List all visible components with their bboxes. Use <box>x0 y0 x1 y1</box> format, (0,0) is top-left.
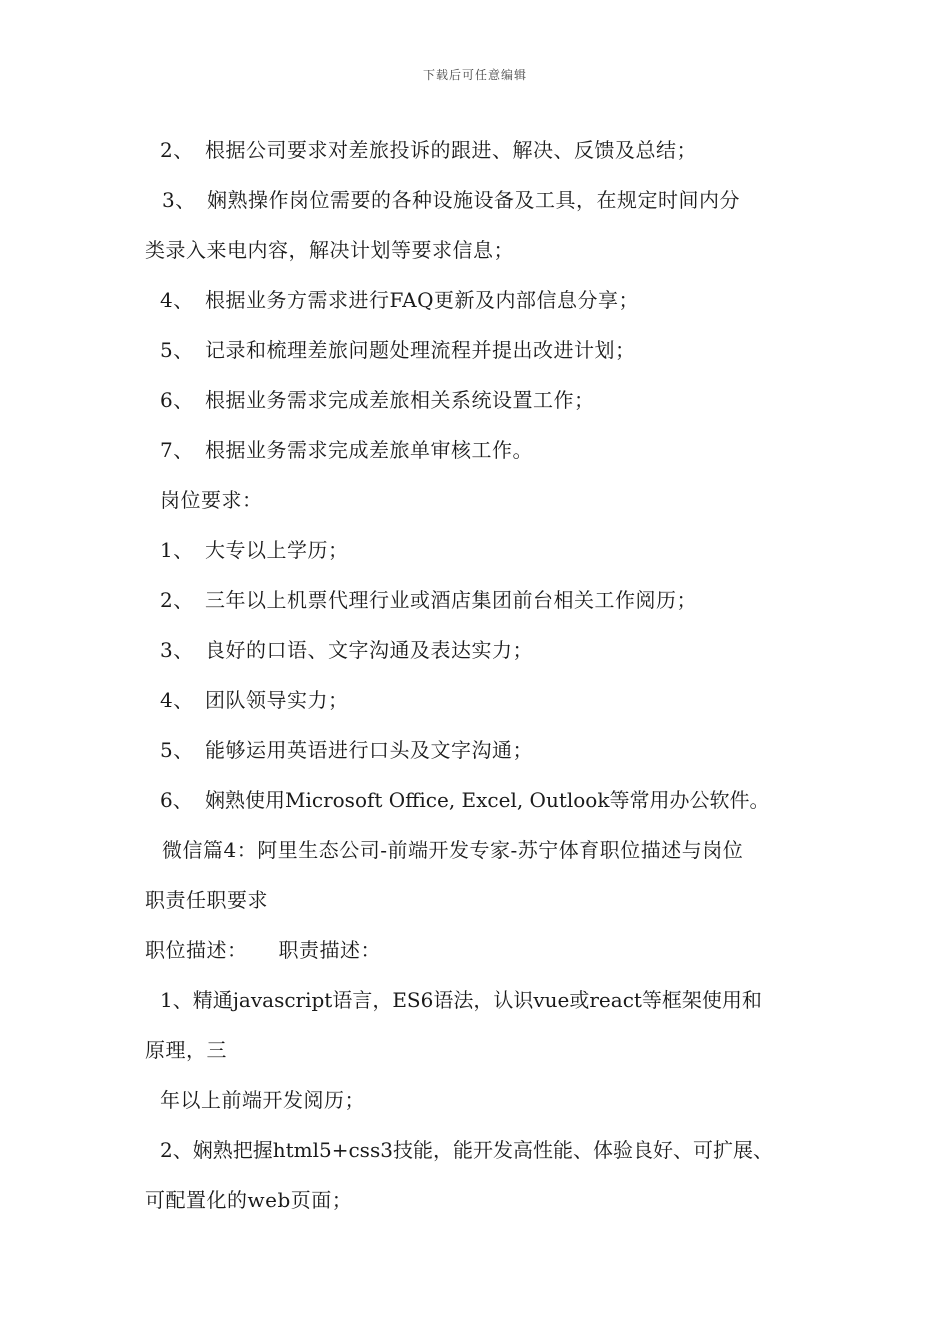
item-number: 1、 <box>160 538 194 562</box>
paragraph-line <box>145 237 514 263</box>
item-text: 娴熟操作岗位需要的各种设施设备及工具，在规定时间内分 <box>207 188 740 212</box>
paragraph-line <box>145 1037 227 1063</box>
list-item <box>160 387 595 413</box>
item-number: 4、 <box>160 688 194 712</box>
item-number: 3、 <box>162 188 196 212</box>
line-text: 类录入来电内容，解决计划等要求信息； <box>145 238 514 262</box>
heading-text: 职位描述： 职责描述： <box>145 938 381 962</box>
item-text: 大专以上学历； <box>205 538 349 562</box>
list-item <box>160 287 639 313</box>
item-number: 2、 <box>160 588 194 612</box>
line-text: 原理，三 <box>145 1038 227 1062</box>
title-text: 微信篇4：阿里生态公司-前端开发专家-苏宁体育职位描述与岗位 <box>162 838 744 862</box>
item-text: 记录和梳理差旅问题处理流程并提出改进计划； <box>205 338 636 362</box>
item-text: 根据业务方需求进行FAQ更新及内部信息分享； <box>205 288 639 312</box>
page-header: 下载后可任意编辑 <box>422 68 527 82</box>
list-item <box>160 437 533 463</box>
list-item <box>162 187 740 213</box>
list-item <box>160 787 769 813</box>
list-item <box>160 687 349 713</box>
list-item <box>160 737 533 763</box>
item-text: 娴熟使用Microsoft Office, Excel, Outlook等常用办公软件。 <box>205 788 770 812</box>
item-text: 三年以上机票代理行业或酒店集团前台相关工作阅历； <box>205 588 697 612</box>
paragraph-line <box>145 1187 352 1213</box>
item-number: 6、 <box>160 788 193 812</box>
item-text: 根据业务需求完成差旅相关系统设置工作； <box>205 388 595 412</box>
item-text: 2、娴熟把握html5+css3技能，能开发高性能、体验良好、可扩展、 <box>160 1138 773 1162</box>
line-text: 年以上前端开发阅历； <box>160 1088 365 1112</box>
line-text: 可配置化的web页面； <box>145 1188 353 1212</box>
item-number: 6、 <box>160 388 194 412</box>
list-item <box>160 1137 773 1163</box>
list-item <box>160 137 697 163</box>
list-item <box>160 637 533 663</box>
item-number: 7、 <box>160 438 194 462</box>
list-item <box>160 987 762 1013</box>
item-text: 1、精通javascript语言，ES6语法，认识vue或react等框架使用和 <box>160 988 762 1012</box>
item-number: 5、 <box>160 738 194 762</box>
item-number: 2、 <box>160 138 194 162</box>
item-number: 4、 <box>160 288 194 312</box>
item-text: 良好的口语、文字沟通及表达实力； <box>205 638 533 662</box>
item-text: 根据公司要求对差旅投诉的跟进、解决、反馈及总结； <box>205 138 697 162</box>
item-text: 根据业务需求完成差旅单审核工作。 <box>205 438 533 462</box>
list-item <box>160 587 697 613</box>
heading-text: 岗位要求： <box>160 488 263 512</box>
item-number: 3、 <box>160 638 194 662</box>
list-item <box>160 537 349 563</box>
section-heading <box>160 487 263 513</box>
item-text: 团队领导实力； <box>205 688 349 712</box>
item-text: 能够运用英语进行口头及文字沟通； <box>205 738 533 762</box>
title-text: 职责任职要求 <box>145 888 268 912</box>
article-title <box>162 837 743 863</box>
section-heading <box>145 937 381 963</box>
paragraph-line <box>160 1087 365 1113</box>
item-number: 5、 <box>160 338 194 362</box>
list-item <box>160 337 636 363</box>
article-title-continued <box>145 887 268 913</box>
